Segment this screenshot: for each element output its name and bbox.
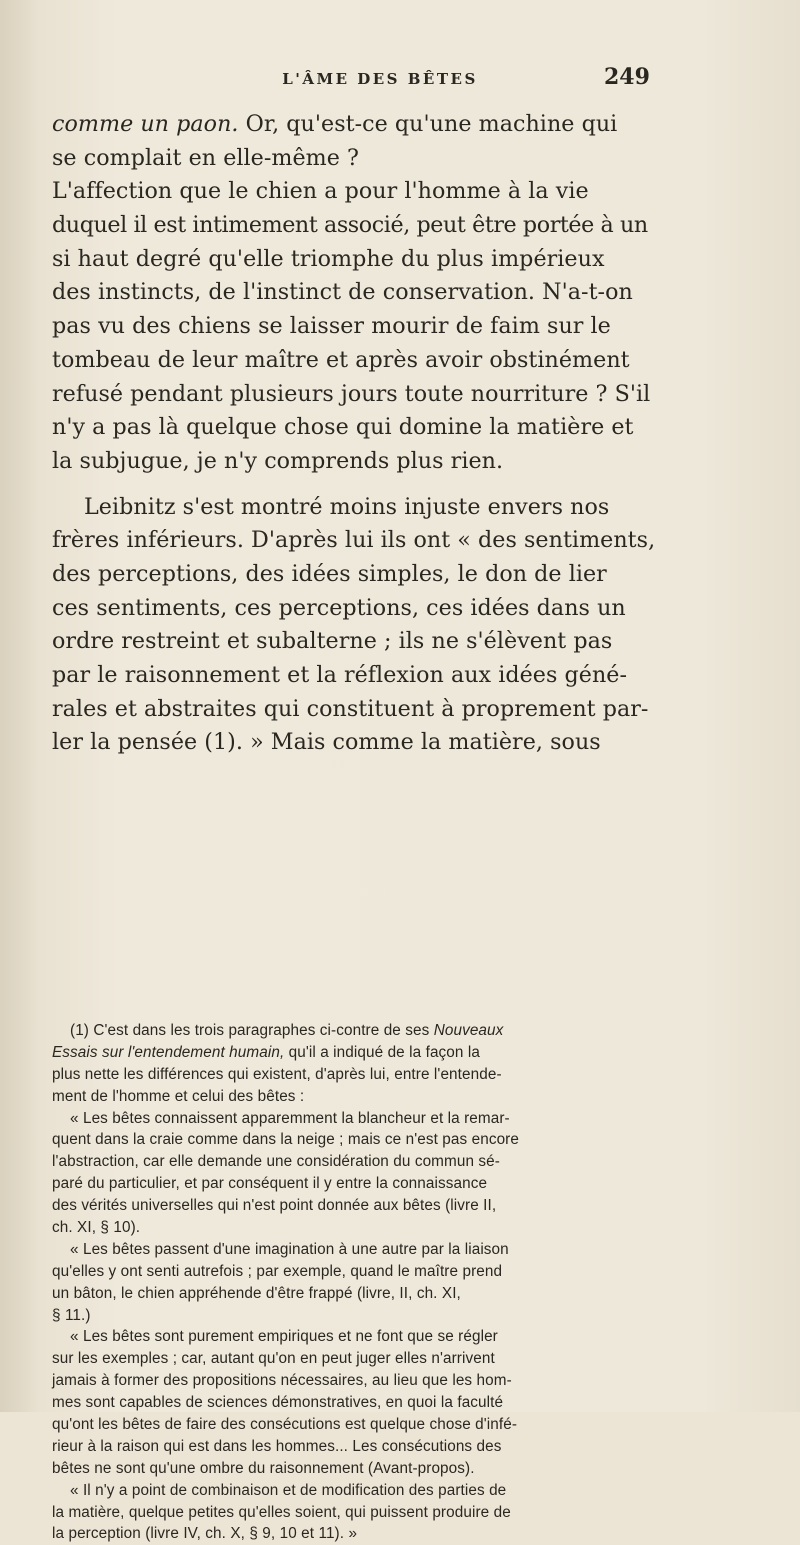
footnote-line: qu'ont les bêtes de faire des consécutions est quelque chose d'infé- [52, 1416, 518, 1434]
text-line: comme un paon. Or, qu'est-ce qu'une machine qui [52, 111, 618, 137]
footnote-line: qu'elles y ont senti autrefois ; par exemple, quand le maître prend [52, 1262, 503, 1280]
footnote-line: rieur à la raison qui est dans les hommes... Les consécutions des [52, 1437, 502, 1455]
text-line: refusé pendant plusieurs jours toute nourriture ? S'il [52, 380, 651, 407]
text-line: des perceptions, des idées simples, le don de lier [52, 560, 607, 587]
footnote-line: sur les exemples ; car, autant qu'on en peut juger elles n'arrivent [52, 1350, 495, 1368]
text-line: n'y a pas là quelque chose qui domine la matière et [52, 414, 634, 441]
text-line: des instincts, de l'instinct de conservation. N'a-t-on [52, 279, 633, 306]
footnote-line: un bâton, le chien appréhende d'être frappé (livre, II, ch. XI, [52, 1284, 461, 1302]
footnote-line: quent dans la craie comme dans la neige ; mais ce n'est pas encore [52, 1131, 519, 1149]
footnote-line: l'abstraction, car elle demande une considération du commun sé- [52, 1153, 500, 1171]
footnote-line: la perception (livre IV, ch. X, § 9, 10 et 11). » [52, 1525, 358, 1543]
footnote-line: Essais sur l'entendement humain, qu'il a indiqué de la façon la [52, 1043, 480, 1061]
main-text [52, 108, 752, 760]
text-line: frères inférieurs. D'après lui ils ont « des sentiments, [52, 527, 656, 554]
footnote-line: § 11.) [52, 1306, 91, 1324]
text-line: la subjugue, je n'y comprends plus rien. [52, 447, 504, 474]
text-line: ordre restreint et subalterne ; ils ne s'élèvent pas [52, 628, 613, 655]
text-line: si haut degré qu'elle triomphe du plus impérieux [52, 245, 605, 272]
footnote-line: « Les bêtes sont purement empiriques et ne font que se régler [70, 1328, 498, 1346]
text-line: rales et abstraites qui constituent à proprement par- [52, 695, 649, 722]
text-line: tombeau de leur maître et après avoir obstinément [52, 346, 630, 373]
text-line: Leibnitz s'est montré moins injuste envers nos [84, 493, 610, 520]
page-header [0, 60, 800, 96]
text-line: par le raisonnement et la réflexion aux idées géné- [52, 662, 628, 688]
footnote-line: mes sont capables de sciences démonstratives, en quoi la faculté [52, 1394, 504, 1412]
text-line: se complait en elle-même ? [52, 144, 359, 171]
footnote-line: paré du particulier, et par conséquent il y entre la connaissance [52, 1175, 488, 1193]
footnote-line: (1) C'est dans les trois paragraphes ci-contre de ses Nouveaux [70, 1022, 504, 1039]
footnote-line: jamais à former des propositions nécessaires, au lieu que les hom- [52, 1372, 512, 1390]
footnote-line: la matière, quelque petites qu'elles soient, qui puissent produire de [52, 1503, 511, 1521]
footnote-line: bêtes ne sont qu'une ombre du raisonnement (Avant-propos). [52, 1459, 475, 1477]
footnote-line: ch. XI, § 10). [52, 1219, 141, 1237]
text-line: ces sentiments, ces perceptions, ces idées dans un [52, 594, 626, 621]
text-line: pas vu des chiens se laisser mourir de faim sur le [52, 313, 611, 340]
footnote-line: « Les bêtes connaissent apparemment la blancheur et la remar- [70, 1109, 510, 1127]
footnotes [52, 1020, 752, 1545]
text-line: duquel il est intimement associé, peut être portée à un [52, 212, 648, 239]
text-line: L'affection que le chien a pour l'homme à la vie [52, 178, 589, 205]
footnote-line: « Il n'y a point de combinaison et de modification des parties de [70, 1481, 507, 1499]
footnote-line: ment de l'homme et celui des bêtes : [52, 1087, 305, 1105]
footnote-line: des vérités universelles qui n'est point donnée aux bêtes (livre II, [52, 1197, 497, 1215]
footnote-line: « Les bêtes passent d'une imagination à une autre par la liaison [70, 1240, 509, 1258]
running-title: L'ÂME DES BÊTES [282, 70, 478, 88]
text-line: ler la pensée (1). » Mais comme la matière, sous [52, 729, 601, 756]
page-number: 249 [604, 64, 650, 90]
footnote-line: plus nette les différences qui existent, d'après lui, entre l'entende- [52, 1065, 502, 1083]
